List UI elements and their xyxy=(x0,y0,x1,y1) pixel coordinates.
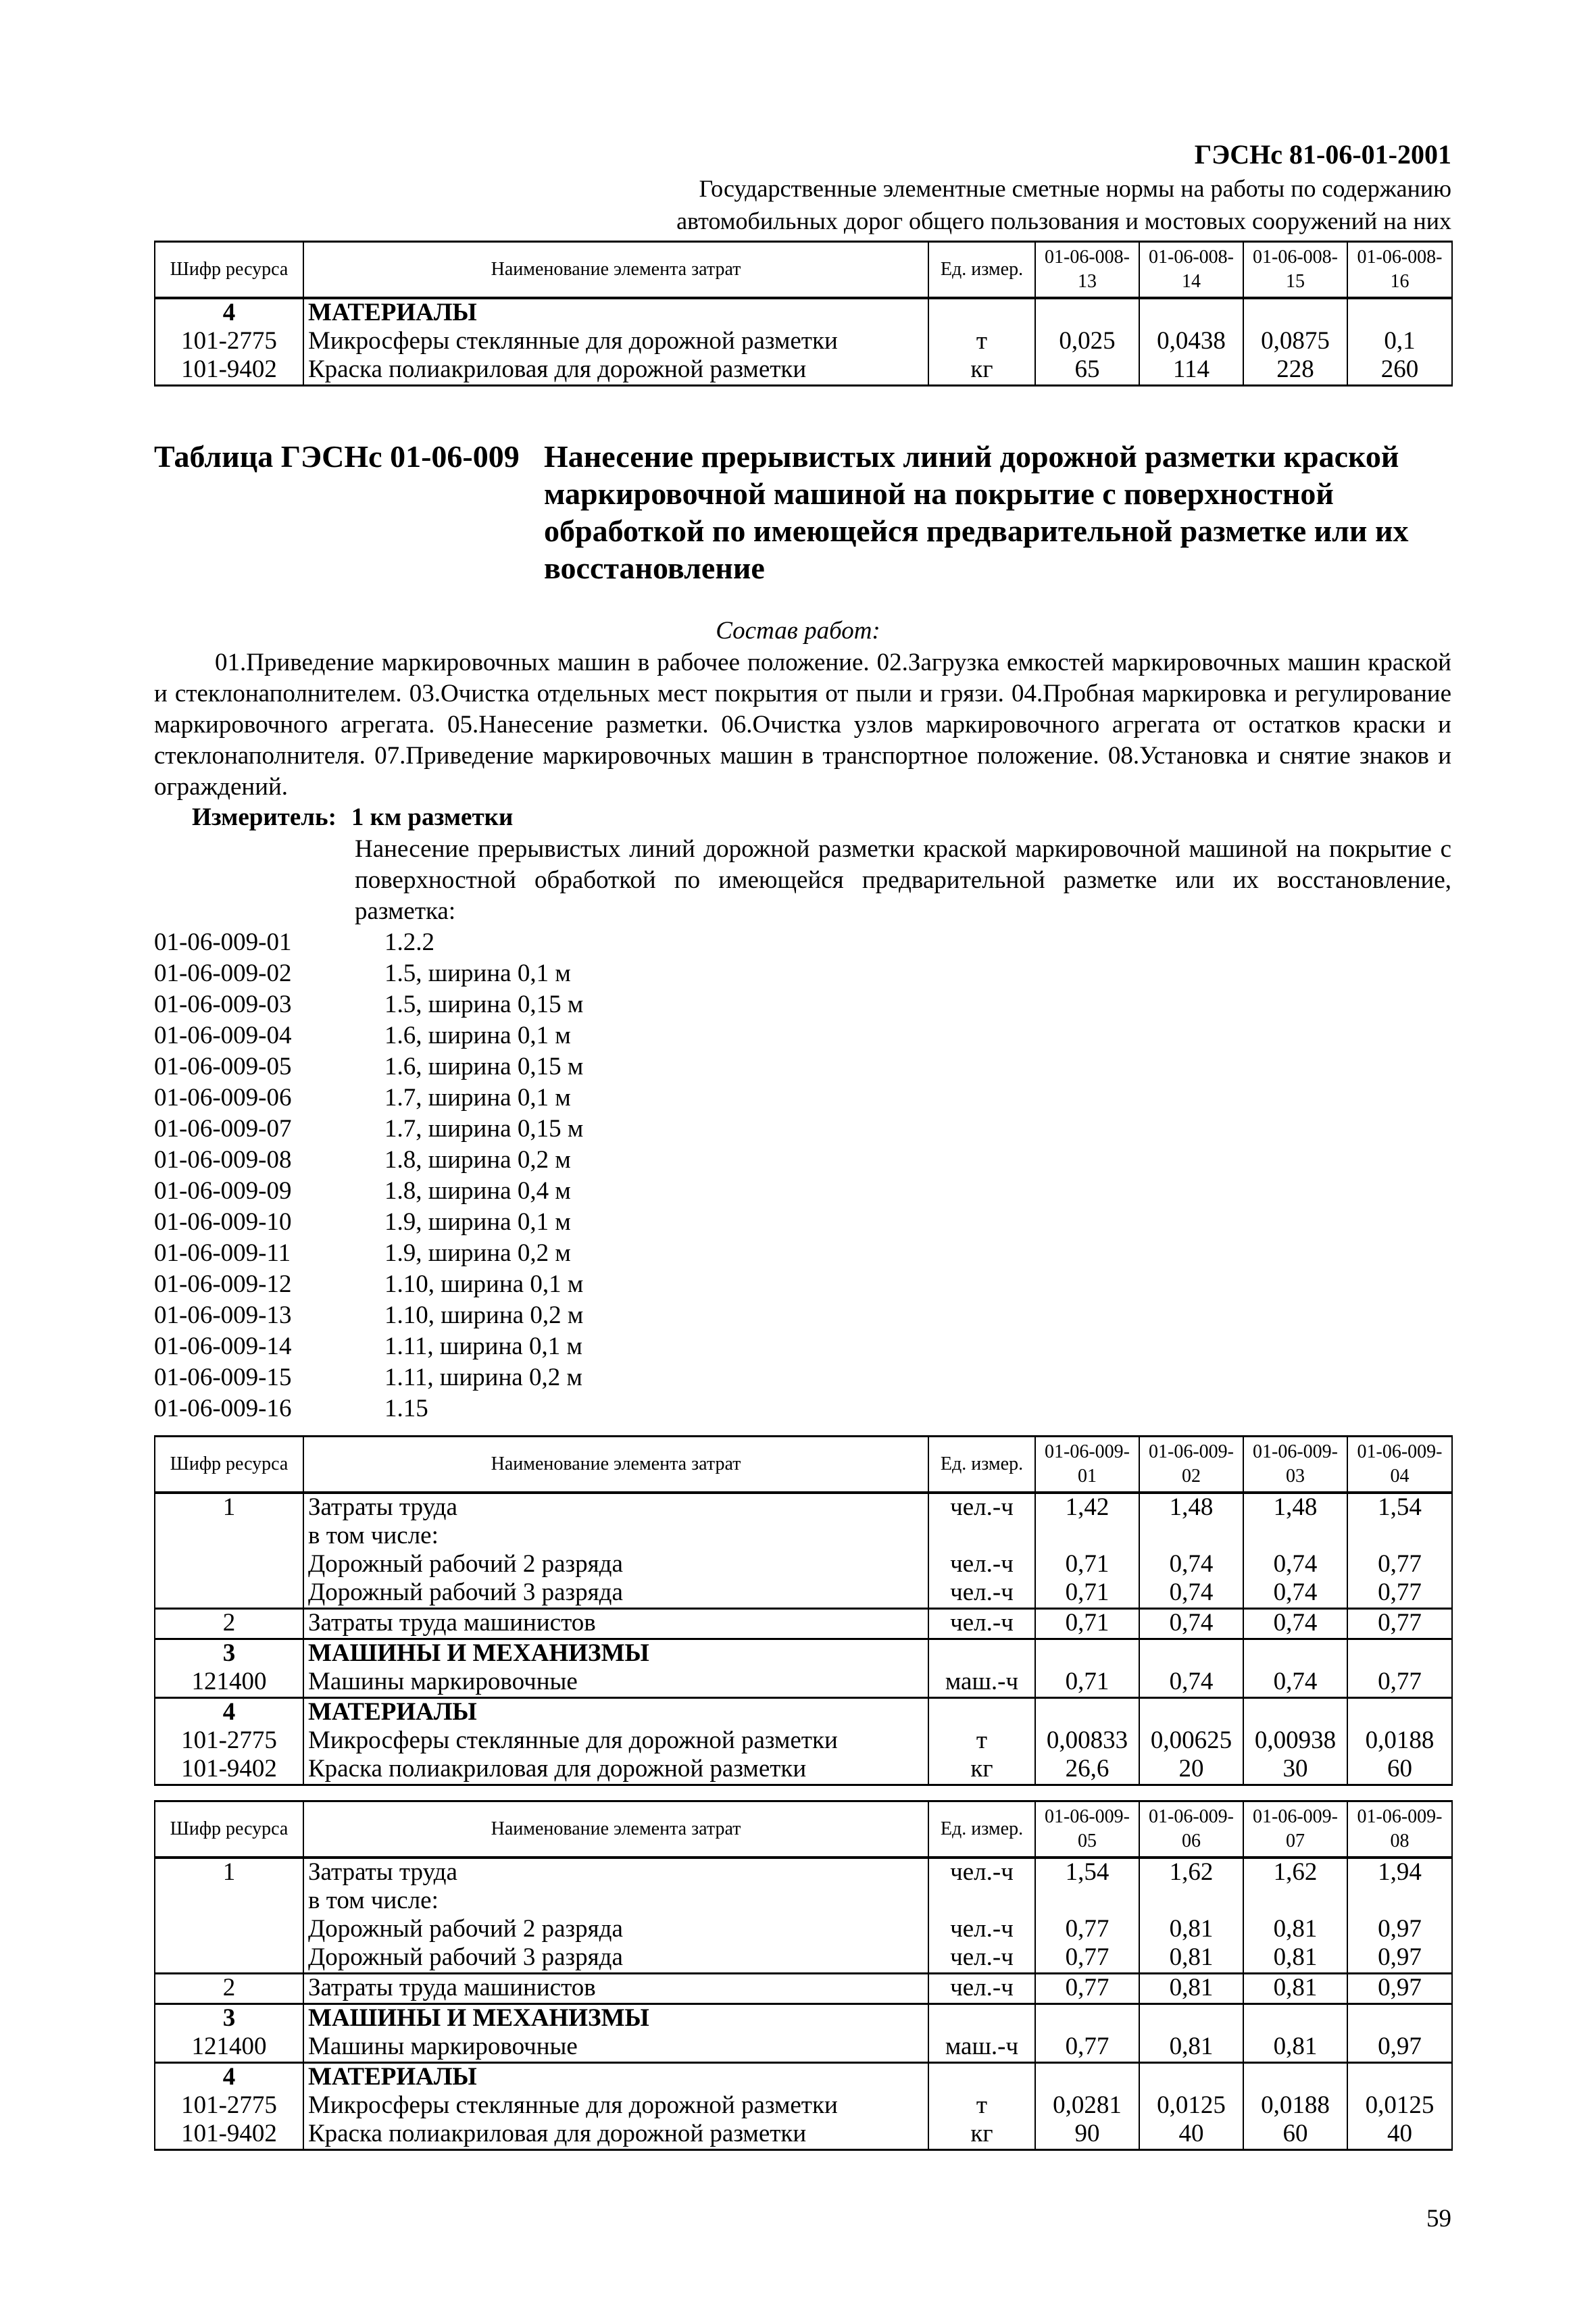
header-norm-code: 01-06-008-16 xyxy=(1347,242,1452,299)
list-item xyxy=(154,1051,583,1082)
value-cell: 0,0188 xyxy=(1347,1727,1452,1756)
table-title-text: Нанесение прерывистых линий дорожной разметки краской маркировочной машиной на покрытие с поверхностной обработкой по имеющейся предварительной разметке или их восстановление xyxy=(544,439,1409,585)
table-row xyxy=(155,1639,1452,1669)
value-cell xyxy=(1139,1887,1243,1916)
unit xyxy=(928,1698,1035,1728)
measure-value: 1 км разметки xyxy=(351,803,514,831)
resource-code xyxy=(155,1944,303,1974)
unit: чел.-ч xyxy=(928,1579,1035,1609)
value-cell: 1,48 xyxy=(1243,1493,1347,1522)
unit xyxy=(928,1639,1035,1669)
list-item xyxy=(154,1238,583,1269)
unit xyxy=(928,1887,1035,1916)
resource-name: Микросферы стеклянные для дорожной разметки xyxy=(303,1727,928,1756)
table-row xyxy=(155,1551,1452,1579)
value-cell xyxy=(1347,1639,1452,1669)
value-cell xyxy=(1035,1698,1139,1728)
table-row xyxy=(155,2033,1452,2063)
header-norm-code: 01-06-008-15 xyxy=(1243,242,1347,299)
value-cell: 0,74 xyxy=(1243,1579,1347,1609)
list-item xyxy=(154,927,583,958)
value-cell xyxy=(1243,298,1347,328)
resource-name: Дорожный рабочий 2 разряда xyxy=(303,1551,928,1579)
resource-name: Затраты труда машинистов xyxy=(303,1974,928,2004)
header-norm-code: 01-06-009-08 xyxy=(1347,1801,1452,1858)
resource-code: 1 xyxy=(155,1493,303,1522)
item-text: 1.5, ширина 0,15 м xyxy=(384,991,584,1018)
resource-name: МАТЕРИАЛЫ xyxy=(303,2063,928,2093)
value-cell: 1,94 xyxy=(1347,1858,1452,1887)
table-row xyxy=(155,1609,1452,1639)
value-cell: 0,0188 xyxy=(1243,2092,1347,2120)
table-row xyxy=(155,1668,1452,1698)
header-code: Шифр ресурса xyxy=(155,1801,303,1858)
value-cell: 0,81 xyxy=(1243,2033,1347,2063)
resource-code: 2 xyxy=(155,1609,303,1639)
value-cell: 0,77 xyxy=(1347,1609,1452,1639)
value-cell: 0,77 xyxy=(1347,1551,1452,1579)
table-row xyxy=(155,2063,1452,2093)
item-code: 01-06-009-02 xyxy=(154,960,292,987)
value-cell: 0,1 xyxy=(1347,328,1452,356)
value-cell: 0,97 xyxy=(1347,1974,1452,2004)
value-cell: 1,48 xyxy=(1139,1493,1243,1522)
document-code: ГЭСНс 81-06-01-2001 xyxy=(1194,139,1451,170)
resource-code xyxy=(155,1551,303,1579)
table-row xyxy=(155,1698,1452,1728)
table-header-row xyxy=(155,1801,1452,1858)
value-cell: 60 xyxy=(1243,2120,1347,2150)
value-cell: 0,81 xyxy=(1243,1974,1347,2004)
unit: чел.-ч xyxy=(928,1944,1035,1974)
value-cell xyxy=(1347,1887,1452,1916)
list-item xyxy=(154,1269,583,1300)
value-cell: 0,81 xyxy=(1243,1944,1347,1974)
value-cell: 0,81 xyxy=(1139,2033,1243,2063)
unit: чел.-ч xyxy=(928,1493,1035,1522)
value-cell: 0,00625 xyxy=(1139,1727,1243,1756)
page-number: 59 xyxy=(1426,2205,1451,2233)
item-text: 1.7, ширина 0,1 м xyxy=(384,1084,571,1112)
header-norm-code: 01-06-008-13 xyxy=(1035,242,1139,299)
header-norm-code: 01-06-009-05 xyxy=(1035,1801,1139,1858)
value-cell: 0,74 xyxy=(1139,1551,1243,1579)
list-item xyxy=(154,1331,583,1362)
resource-name: Затраты труда xyxy=(303,1493,928,1522)
value-cell: 20 xyxy=(1139,1756,1243,1785)
resource-name: Машины маркировочные xyxy=(303,1668,928,1698)
item-text: 1.15 xyxy=(384,1395,428,1422)
value-cell: 1,42 xyxy=(1035,1493,1139,1522)
value-cell: 0,97 xyxy=(1347,1916,1452,1944)
unit: кг xyxy=(928,2120,1035,2150)
value-cell: 1,62 xyxy=(1139,1858,1243,1887)
resource-code xyxy=(155,1579,303,1609)
header-unit: Ед. измер. xyxy=(928,1801,1035,1858)
value-cell: 60 xyxy=(1347,1756,1452,1785)
value-cell xyxy=(1139,2063,1243,2093)
value-cell xyxy=(1139,1698,1243,1728)
value-cell: 0,77 xyxy=(1035,2033,1139,2063)
document-subtitle-line-1: Государственные элементные сметные нормы на работы по содержанию xyxy=(699,175,1451,202)
unit xyxy=(928,298,1035,328)
value-cell: 0,025 xyxy=(1035,328,1139,356)
resource-name: Машины маркировочные xyxy=(303,2033,928,2063)
value-cell xyxy=(1035,1639,1139,1669)
item-code: 01-06-009-04 xyxy=(154,1022,292,1049)
resource-name: МАТЕРИАЛЫ xyxy=(303,1698,928,1728)
item-text: 1.9, ширина 0,1 м xyxy=(384,1208,571,1236)
document-subtitle-line-2: автомобильных дорог общего пользования и мостовых сооружений на них xyxy=(676,207,1451,234)
value-cell xyxy=(1347,1698,1452,1728)
table-row xyxy=(155,1887,1452,1916)
list-item xyxy=(154,1207,583,1238)
resource-code xyxy=(155,1522,303,1551)
table-row xyxy=(155,1493,1452,1522)
unit: маш.-ч xyxy=(928,2033,1035,2063)
unit: чел.-ч xyxy=(928,1916,1035,1944)
list-item xyxy=(154,989,583,1020)
value-cell: 0,00833 xyxy=(1035,1727,1139,1756)
unit: чел.-ч xyxy=(928,1609,1035,1639)
norm-description: Нанесение прерывистых линий дорожной разметки краской маркировочной машиной на покрытие с поверхностной обработкой по имеющейся предварительной разметке или их восстановление, разметка: xyxy=(355,835,1451,925)
header-code: Шифр ресурса xyxy=(155,242,303,299)
resource-code: 101-9402 xyxy=(155,356,303,386)
value-cell: 0,74 xyxy=(1139,1579,1243,1609)
resource-code: 4 xyxy=(155,298,303,328)
item-text: 1.10, ширина 0,1 м xyxy=(384,1270,584,1298)
value-cell: 0,81 xyxy=(1139,1944,1243,1974)
item-code: 01-06-009-13 xyxy=(154,1301,292,1329)
table-header-row xyxy=(155,1437,1452,1493)
value-cell: 0,81 xyxy=(1139,1916,1243,1944)
value-cell: 114 xyxy=(1139,356,1243,386)
resource-name: в том числе: xyxy=(303,1887,928,1916)
value-cell xyxy=(1243,1639,1347,1669)
value-cell xyxy=(1035,2063,1139,2093)
resource-code: 101-9402 xyxy=(155,1756,303,1785)
list-item xyxy=(154,1145,583,1176)
header-name: Наименование элемента затрат xyxy=(303,1437,928,1493)
resource-code: 3 xyxy=(155,2004,303,2034)
value-cell xyxy=(1139,1522,1243,1551)
header-norm-code: 01-06-009-01 xyxy=(1035,1437,1139,1493)
table-row xyxy=(155,1858,1452,1887)
unit: т xyxy=(928,2092,1035,2120)
value-cell: 1,54 xyxy=(1035,1858,1139,1887)
item-code: 01-06-009-14 xyxy=(154,1333,292,1360)
resource-code: 101-2775 xyxy=(155,328,303,356)
unit: чел.-ч xyxy=(928,1858,1035,1887)
item-text: 1.11, ширина 0,2 м xyxy=(384,1364,582,1391)
list-item xyxy=(154,1393,583,1424)
resource-name: Микросферы стеклянные для дорожной разметки xyxy=(303,2092,928,2120)
value-cell: 0,0281 xyxy=(1035,2092,1139,2120)
resource-name: Краска полиакриловая для дорожной разметки xyxy=(303,356,928,386)
value-cell: 0,77 xyxy=(1035,1944,1139,1974)
unit: т xyxy=(928,1727,1035,1756)
list-item xyxy=(154,1300,583,1331)
table-row xyxy=(155,1756,1452,1785)
item-text: 1.9, ширина 0,2 м xyxy=(384,1239,571,1267)
resource-name: Дорожный рабочий 3 разряда xyxy=(303,1944,928,1974)
item-code: 01-06-009-10 xyxy=(154,1208,292,1236)
table-row xyxy=(155,356,1452,386)
resource-name: Микросферы стеклянные для дорожной разметки xyxy=(303,328,928,356)
value-cell xyxy=(1347,2004,1452,2034)
value-cell xyxy=(1243,2004,1347,2034)
resource-name: МАШИНЫ И МЕХАНИЗМЫ xyxy=(303,1639,928,1669)
item-text: 1.11, ширина 0,1 м xyxy=(384,1333,582,1360)
header-norm-code: 01-06-009-02 xyxy=(1139,1437,1243,1493)
item-code: 01-06-009-15 xyxy=(154,1364,292,1391)
header-unit: Ед. измер. xyxy=(928,1437,1035,1493)
resource-code: 101-2775 xyxy=(155,2092,303,2120)
item-text: 1.8, ширина 0,2 м xyxy=(384,1146,571,1174)
resource-name: Краска полиакриловая для дорожной разметки xyxy=(303,1756,928,1785)
value-cell xyxy=(1035,1887,1139,1916)
value-cell xyxy=(1139,1639,1243,1669)
resource-name: в том числе: xyxy=(303,1522,928,1551)
value-cell: 0,0438 xyxy=(1139,328,1243,356)
table-row xyxy=(155,2004,1452,2034)
resources-table-009-05-08 xyxy=(154,1800,1453,2151)
list-item xyxy=(154,1020,583,1051)
value-cell xyxy=(1243,1887,1347,1916)
list-item xyxy=(154,1114,583,1145)
value-cell: 90 xyxy=(1035,2120,1139,2150)
value-cell: 0,77 xyxy=(1347,1668,1452,1698)
resources-table-009-01-04 xyxy=(154,1435,1453,1786)
item-text: 1.2.2 xyxy=(384,928,434,956)
value-cell: 26,6 xyxy=(1035,1756,1139,1785)
value-cell: 40 xyxy=(1347,2120,1452,2150)
resource-code: 121400 xyxy=(155,2033,303,2063)
value-cell: 0,0875 xyxy=(1243,328,1347,356)
header-name: Наименование элемента затрат xyxy=(303,1801,928,1858)
item-code: 01-06-009-08 xyxy=(154,1146,292,1174)
value-cell: 0,0125 xyxy=(1347,2092,1452,2120)
value-cell: 0,81 xyxy=(1243,1916,1347,1944)
table-row xyxy=(155,1944,1452,1974)
value-cell: 30 xyxy=(1243,1756,1347,1785)
value-cell xyxy=(1347,1522,1452,1551)
resource-code: 1 xyxy=(155,1858,303,1887)
value-cell: 0,81 xyxy=(1139,1974,1243,2004)
value-cell xyxy=(1347,2063,1452,2093)
value-cell xyxy=(1243,2063,1347,2093)
item-text: 1.8, ширина 0,4 м xyxy=(384,1177,571,1205)
value-cell xyxy=(1035,2004,1139,2034)
value-cell: 0,74 xyxy=(1243,1551,1347,1579)
header-name: Наименование элемента затрат xyxy=(303,242,928,299)
value-cell: 0,71 xyxy=(1035,1609,1139,1639)
unit: маш.-ч xyxy=(928,1668,1035,1698)
header-unit: Ед. измер. xyxy=(928,242,1035,299)
value-cell: 0,71 xyxy=(1035,1551,1139,1579)
header-norm-code: 01-06-008-14 xyxy=(1139,242,1243,299)
table-row xyxy=(155,1974,1452,2004)
resource-name: Затраты труда машинистов xyxy=(303,1609,928,1639)
value-cell: 0,71 xyxy=(1035,1668,1139,1698)
item-code: 01-06-009-05 xyxy=(154,1053,292,1080)
resource-name: МАТЕРИАЛЫ xyxy=(303,298,928,328)
resource-code: 4 xyxy=(155,1698,303,1728)
value-cell: 0,97 xyxy=(1347,1944,1452,1974)
table-row xyxy=(155,2092,1452,2120)
table-row xyxy=(155,1522,1452,1551)
table-header-row xyxy=(155,242,1452,299)
header-code: Шифр ресурса xyxy=(155,1437,303,1493)
resource-code xyxy=(155,1887,303,1916)
header-norm-code: 01-06-009-03 xyxy=(1243,1437,1347,1493)
resource-code: 101-2775 xyxy=(155,1727,303,1756)
value-cell xyxy=(1243,1698,1347,1728)
value-cell: 0,0125 xyxy=(1139,2092,1243,2120)
item-code: 01-06-009-09 xyxy=(154,1177,292,1205)
value-cell xyxy=(1139,298,1243,328)
list-item xyxy=(154,1362,583,1393)
norm-items-list xyxy=(154,927,583,1424)
item-text: 1.10, ширина 0,2 м xyxy=(384,1301,584,1329)
item-code: 01-06-009-03 xyxy=(154,991,292,1018)
header-norm-code: 01-06-009-07 xyxy=(1243,1801,1347,1858)
resource-name: МАШИНЫ И МЕХАНИЗМЫ xyxy=(303,2004,928,2034)
table-title-label: Таблица ГЭСНс 01-06-009 xyxy=(154,439,520,474)
measure-line xyxy=(192,803,513,832)
value-cell xyxy=(1139,2004,1243,2034)
item-text: 1.6, ширина 0,15 м xyxy=(384,1053,584,1080)
value-cell: 0,74 xyxy=(1139,1609,1243,1639)
item-code: 01-06-009-07 xyxy=(154,1115,292,1143)
value-cell: 228 xyxy=(1243,356,1347,386)
table-row xyxy=(155,1727,1452,1756)
resource-code: 101-9402 xyxy=(155,2120,303,2150)
item-code: 01-06-009-16 xyxy=(154,1395,292,1422)
item-code: 01-06-009-06 xyxy=(154,1084,292,1112)
list-item xyxy=(154,958,583,989)
list-item xyxy=(154,1082,583,1114)
measure-label: Измеритель: xyxy=(192,803,336,831)
value-cell xyxy=(1347,298,1452,328)
resource-code: 4 xyxy=(155,2063,303,2093)
item-code: 01-06-009-11 xyxy=(154,1239,291,1267)
list-item xyxy=(154,1176,583,1207)
composition-text: 01.Приведение маркировочных машин в рабочее положение. 02.Загрузка емкостей маркировочных машин краской и стеклонаполнителем. 03.Очистка отдельных мест покрытия от пыли и грязи. 04.Пробная маркировка и регулирование маркировочного агрегата. 05.Нанесение разметки. 06.Очистка узлов маркировочного агрегата от остатков краски и стеклонаполнителя. 07.Приведение маркировочных машин в транспортное положение. 08.Установка и снятие знаков и ограждений. xyxy=(154,649,1451,801)
value-cell: 0,97 xyxy=(1347,2033,1452,2063)
table-row xyxy=(155,1579,1452,1609)
unit: чел.-ч xyxy=(928,1551,1035,1579)
header-norm-code: 01-06-009-06 xyxy=(1139,1801,1243,1858)
table-row xyxy=(155,328,1452,356)
table-row xyxy=(155,2120,1452,2150)
unit: т xyxy=(928,328,1035,356)
resource-code xyxy=(155,1916,303,1944)
materials-table-008 xyxy=(154,241,1453,387)
item-text: 1.5, ширина 0,1 м xyxy=(384,960,571,987)
value-cell: 0,71 xyxy=(1035,1579,1139,1609)
value-cell: 40 xyxy=(1139,2120,1243,2150)
resource-code: 2 xyxy=(155,1974,303,2004)
item-code: 01-06-009-01 xyxy=(154,928,292,956)
value-cell: 0,74 xyxy=(1243,1668,1347,1698)
item-text: 1.7, ширина 0,15 м xyxy=(384,1115,584,1143)
item-text: 1.6, ширина 0,1 м xyxy=(384,1022,571,1049)
table-row xyxy=(155,298,1452,328)
value-cell: 0,74 xyxy=(1139,1668,1243,1698)
value-cell xyxy=(1243,1522,1347,1551)
value-cell: 0,74 xyxy=(1243,1609,1347,1639)
value-cell xyxy=(1035,1522,1139,1551)
value-cell: 65 xyxy=(1035,356,1139,386)
value-cell xyxy=(1035,298,1139,328)
resource-code: 121400 xyxy=(155,1668,303,1698)
header-norm-code: 01-06-009-04 xyxy=(1347,1437,1452,1493)
unit xyxy=(928,1522,1035,1551)
value-cell: 0,77 xyxy=(1035,1916,1139,1944)
value-cell: 1,62 xyxy=(1243,1858,1347,1887)
unit: кг xyxy=(928,356,1035,386)
unit xyxy=(928,2004,1035,2034)
value-cell: 1,54 xyxy=(1347,1493,1452,1522)
resource-name: Дорожный рабочий 2 разряда xyxy=(303,1916,928,1944)
value-cell: 0,77 xyxy=(1347,1579,1452,1609)
resource-name: Дорожный рабочий 3 разряда xyxy=(303,1579,928,1609)
resource-code: 3 xyxy=(155,1639,303,1669)
resource-name: Затраты труда xyxy=(303,1858,928,1887)
table-row xyxy=(155,1916,1452,1944)
item-code: 01-06-009-12 xyxy=(154,1270,292,1298)
value-cell: 260 xyxy=(1347,356,1452,386)
resource-name: Краска полиакриловая для дорожной разметки xyxy=(303,2120,928,2150)
unit: чел.-ч xyxy=(928,1974,1035,2004)
unit xyxy=(928,2063,1035,2093)
value-cell: 0,00938 xyxy=(1243,1727,1347,1756)
value-cell: 0,77 xyxy=(1035,1974,1139,2004)
unit: кг xyxy=(928,1756,1035,1785)
composition-heading: Состав работ: xyxy=(716,617,880,645)
